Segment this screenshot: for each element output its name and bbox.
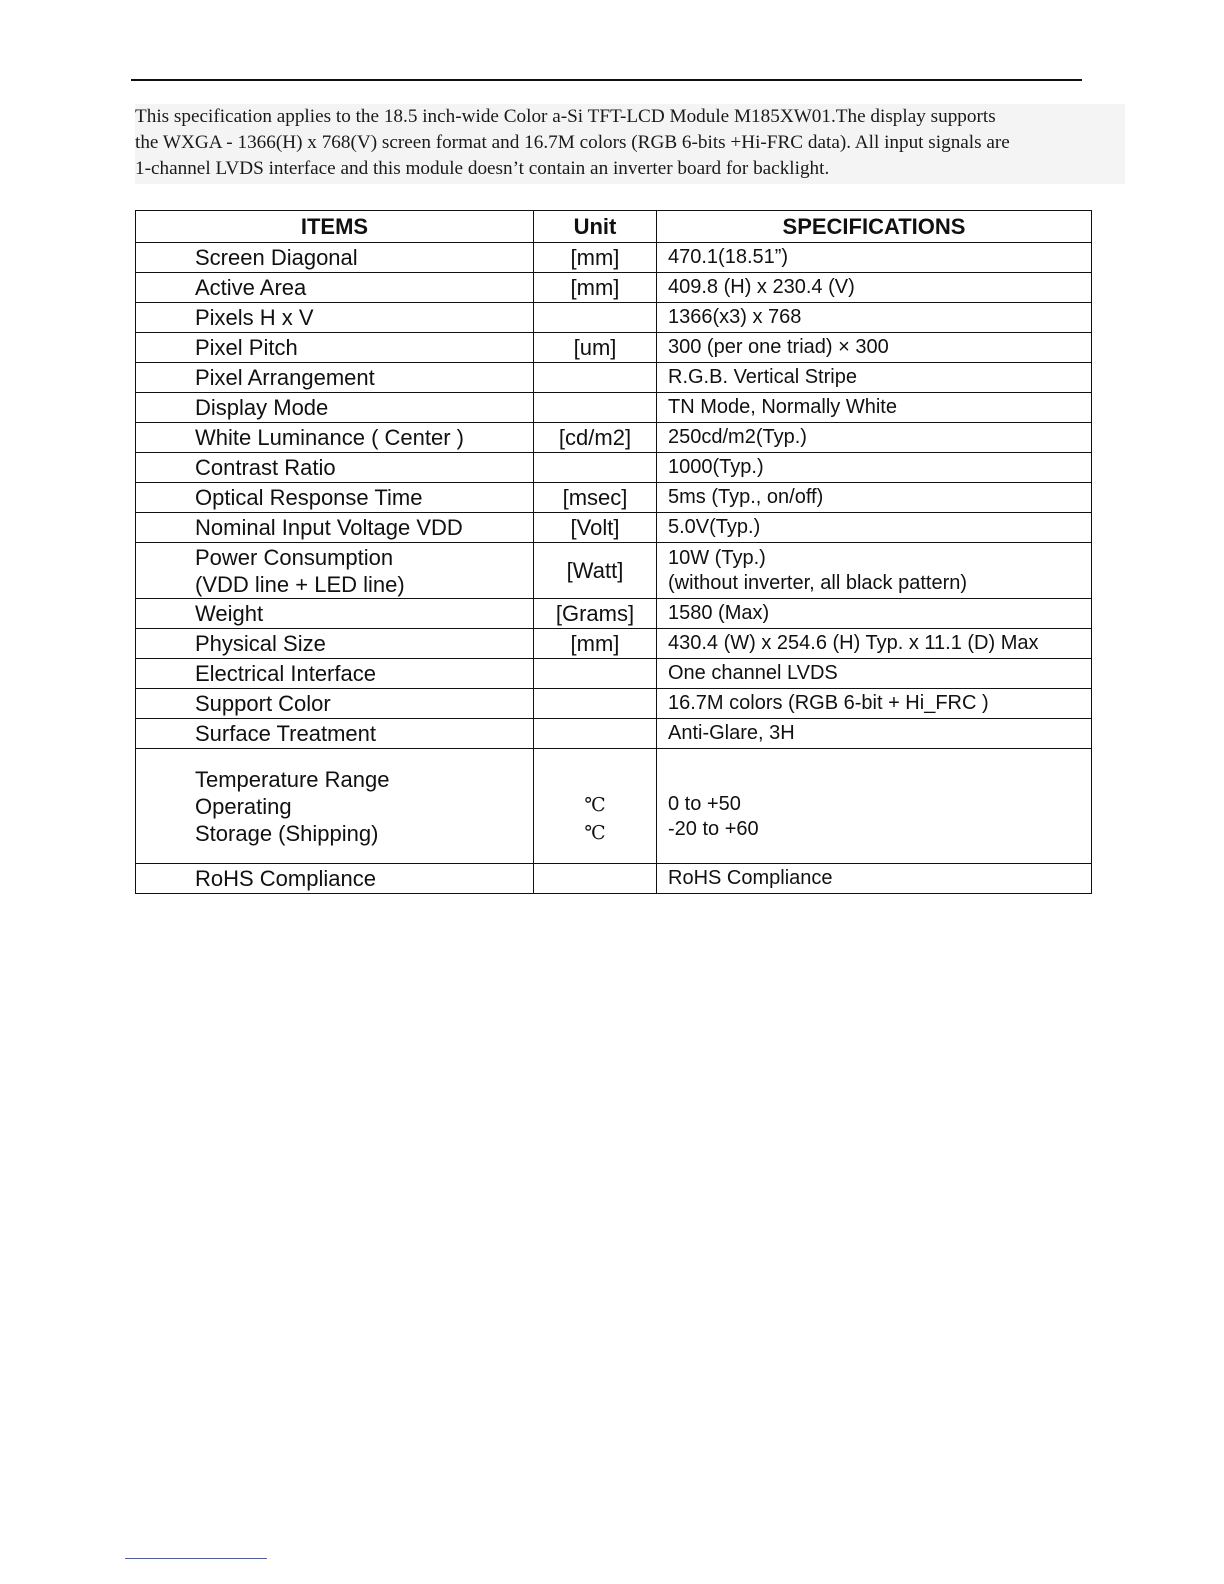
table-row xyxy=(136,513,1092,543)
spec-value: (without inverter, all black pattern) xyxy=(668,571,968,594)
spec-value: 10W (Typ.) xyxy=(668,546,766,569)
unit-cell xyxy=(534,393,657,423)
item-cell xyxy=(136,629,534,659)
item-label: RoHS Compliance xyxy=(195,866,376,891)
spec-value: 470.1(18.51”) xyxy=(668,246,789,268)
spec-cell xyxy=(657,303,1092,333)
item-cell xyxy=(136,423,534,453)
celsius-unit: ℃ xyxy=(584,822,606,844)
spec-value: TN Mode, Normally White xyxy=(668,396,897,418)
header-specifications: SPECIFICATIONS xyxy=(657,211,1092,243)
item-label: Contrast Ratio xyxy=(195,455,336,480)
intro-line: This specification applies to the 18.5 inch-wide Color a-Si TFT-LCD Module M185XW01.The display supports xyxy=(135,106,996,127)
table-row xyxy=(136,689,1092,719)
item-label: Pixels H x V xyxy=(195,305,314,330)
spec-cell xyxy=(657,599,1092,629)
item-cell xyxy=(136,273,534,303)
item-cell xyxy=(136,599,534,629)
item-label: Surface Treatment xyxy=(195,721,376,746)
item-cell xyxy=(136,393,534,423)
unit-cell xyxy=(534,363,657,393)
table-row xyxy=(136,453,1092,483)
item-label: Active Area xyxy=(195,275,307,300)
table-row xyxy=(136,749,1092,864)
spec-cell xyxy=(657,393,1092,423)
spec-value: RoHS Compliance xyxy=(668,867,833,889)
item-label: Temperature Range xyxy=(195,766,390,792)
item-cell xyxy=(136,453,534,483)
spec-cell xyxy=(657,543,1092,599)
table-row xyxy=(136,333,1092,363)
spec-value: 430.4 (W) x 254.6 (H) Typ. x 11.1 (D) Max xyxy=(668,632,1039,654)
item-cell xyxy=(136,513,534,543)
item-label: Power Consumption xyxy=(195,544,394,570)
spec-value: 16.7M colors (RGB 6-bit + Hi_FRC ) xyxy=(668,692,989,714)
item-label: Pixel Arrangement xyxy=(195,365,375,390)
spec-cell xyxy=(657,629,1092,659)
spec-value: 250cd/m2(Typ.) xyxy=(668,426,807,448)
item-cell xyxy=(136,333,534,363)
spec-cell xyxy=(657,719,1092,749)
item-cell xyxy=(136,749,534,864)
item-cell xyxy=(136,483,534,513)
table-row xyxy=(136,483,1092,513)
spec-value: 5ms (Typ., on/off) xyxy=(668,486,824,508)
spec-value: 1366(x3) x 768 xyxy=(668,306,802,328)
table-row xyxy=(136,543,1092,599)
spec-cell xyxy=(657,749,1092,864)
spec-cell xyxy=(657,243,1092,273)
item-label: Optical Response Time xyxy=(195,485,423,510)
unit-cell: [mm] xyxy=(534,243,657,273)
specifications-table xyxy=(135,210,1092,894)
table-row xyxy=(136,273,1092,303)
table-row xyxy=(136,303,1092,333)
unit-cell: [mm] xyxy=(534,629,657,659)
spec-value: -20 to +60 xyxy=(668,818,759,840)
item-cell xyxy=(136,543,534,599)
table-row xyxy=(136,363,1092,393)
footnote-rule xyxy=(125,1558,267,1559)
spec-cell xyxy=(657,273,1092,303)
unit-cell xyxy=(534,453,657,483)
header-items: ITEMS xyxy=(136,211,534,243)
unit-cell xyxy=(534,749,657,864)
spec-cell xyxy=(657,423,1092,453)
spec-value: 300 (per one triad) × 300 xyxy=(668,336,889,358)
item-cell xyxy=(136,689,534,719)
unit-cell xyxy=(534,659,657,689)
table-header-row xyxy=(136,211,1092,243)
item-label: Electrical Interface xyxy=(195,661,376,686)
table-row xyxy=(136,599,1092,629)
unit-cell: [msec] xyxy=(534,483,657,513)
spec-value: 1580 (Max) xyxy=(668,602,770,624)
unit-cell: [cd/m2] xyxy=(534,423,657,453)
item-label: Physical Size xyxy=(195,631,326,656)
item-cell xyxy=(136,303,534,333)
unit-cell xyxy=(534,303,657,333)
intro-paragraph xyxy=(135,104,1125,184)
header-rule xyxy=(131,79,1082,81)
spec-value: 1000(Typ.) xyxy=(668,456,764,478)
item-cell xyxy=(136,864,534,894)
item-label: (VDD line + LED line) xyxy=(195,571,405,597)
spec-cell xyxy=(657,513,1092,543)
table-row xyxy=(136,864,1092,894)
unit-cell: [um] xyxy=(534,333,657,363)
item-label: Nominal Input Voltage VDD xyxy=(195,515,463,540)
unit-cell: [Grams] xyxy=(534,599,657,629)
spec-value: 409.8 (H) x 230.4 (V) xyxy=(668,276,855,298)
item-cell xyxy=(136,659,534,689)
spec-cell xyxy=(657,659,1092,689)
table-row xyxy=(136,659,1092,689)
header-unit: Unit xyxy=(534,211,657,243)
item-label: Operating xyxy=(195,793,292,819)
spec-cell xyxy=(657,483,1092,513)
table-row xyxy=(136,423,1092,453)
table-row xyxy=(136,629,1092,659)
spec-cell xyxy=(657,864,1092,894)
unit-cell xyxy=(534,689,657,719)
spec-cell xyxy=(657,453,1092,483)
item-label: Pixel Pitch xyxy=(195,335,298,360)
spec-value: 0 to +50 xyxy=(668,793,741,815)
intro-line: 1-channel LVDS interface and this module doesn’t contain an inverter board for backlight. xyxy=(135,158,830,179)
spec-cell xyxy=(657,333,1092,363)
celsius-unit: ℃ xyxy=(584,794,606,816)
spec-value: One channel LVDS xyxy=(668,662,838,684)
item-label: Support Color xyxy=(195,691,331,716)
unit-cell xyxy=(534,864,657,894)
spec-value: 5.0V(Typ.) xyxy=(668,516,761,538)
table-row xyxy=(136,393,1092,423)
intro-line: the WXGA - 1366(H) x 768(V) screen format and 16.7M colors (RGB 6-bits +Hi-FRC data). All input signals are xyxy=(135,132,1010,153)
unit-cell: [mm] xyxy=(534,273,657,303)
spec-value: R.G.B. Vertical Stripe xyxy=(668,366,857,388)
table-row xyxy=(136,719,1092,749)
table-row xyxy=(136,243,1092,273)
item-label: Display Mode xyxy=(195,395,329,420)
item-label: Weight xyxy=(195,601,264,626)
spec-cell xyxy=(657,689,1092,719)
item-cell xyxy=(136,243,534,273)
item-label: Screen Diagonal xyxy=(195,245,358,270)
item-label: White Luminance ( Center ) xyxy=(195,425,464,450)
unit-cell: [Watt] xyxy=(534,543,657,599)
spec-value: Anti-Glare, 3H xyxy=(668,722,795,744)
item-label: Storage (Shipping) xyxy=(195,820,379,846)
item-cell xyxy=(136,719,534,749)
unit-cell xyxy=(534,719,657,749)
unit-cell: [Volt] xyxy=(534,513,657,543)
spec-cell xyxy=(657,363,1092,393)
item-cell xyxy=(136,363,534,393)
